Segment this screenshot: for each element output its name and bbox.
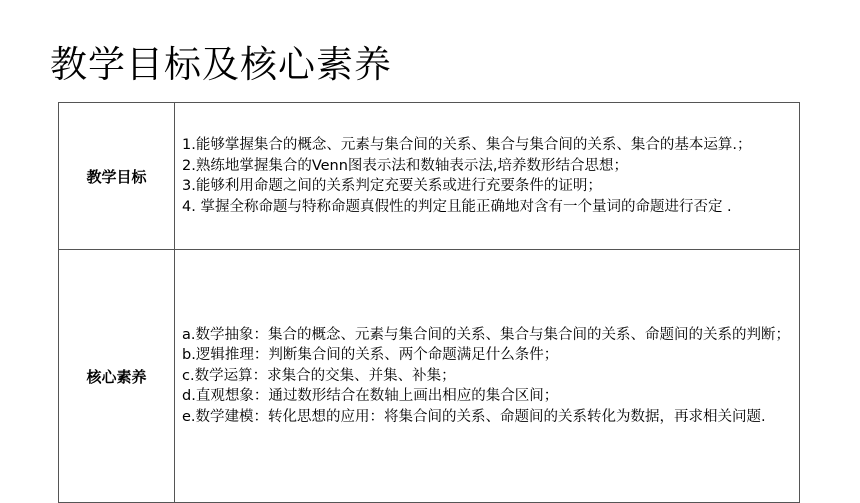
list-item: 1.能够掌握集合的概念、元素与集合间的关系、集合与集合间的关系、集合的基本运算.； — [182, 137, 752, 153]
table-row — [59, 250, 800, 503]
list-item: 2.熟练地掌握集合的Venn图表示法和数轴表示法,培养数形结合思想； — [182, 157, 629, 174]
table-row — [59, 103, 800, 250]
list-item: c.数学运算：求集合的交集、并集、补集； — [182, 367, 456, 384]
list-item: d.直观想象：通过数形结合在数轴上画出相应的集合区间； — [182, 388, 559, 405]
row-content — [175, 250, 800, 503]
list-item: e.数学建模：转化思想的应用：将集合间的关系、命题间的关系转化为数据，再求相关问题. — [182, 408, 766, 425]
list-item: b.逻辑推理：判断集合间的关系、两个命题满足什么条件； — [182, 347, 559, 364]
row-header: 核心素养 — [59, 250, 175, 503]
list-item: 3.能够利用命题之间的关系判定充要关系或进行充要条件的证明； — [182, 178, 602, 194]
row-content — [175, 103, 800, 250]
list-item: 4. 掌握全称命题与特称命题真假性的判定且能正确地对含有一个量词的命题进行否定 . — [182, 198, 732, 215]
row-header: 教学目标 — [59, 103, 175, 250]
page-title: 教学目标及核心素养 — [50, 43, 392, 86]
objectives-table — [58, 102, 800, 503]
list-item: a.数学抽象：集合的概念、元素与集合间的关系、集合与集合间的关系、命题间的关系的判断； — [182, 326, 790, 343]
